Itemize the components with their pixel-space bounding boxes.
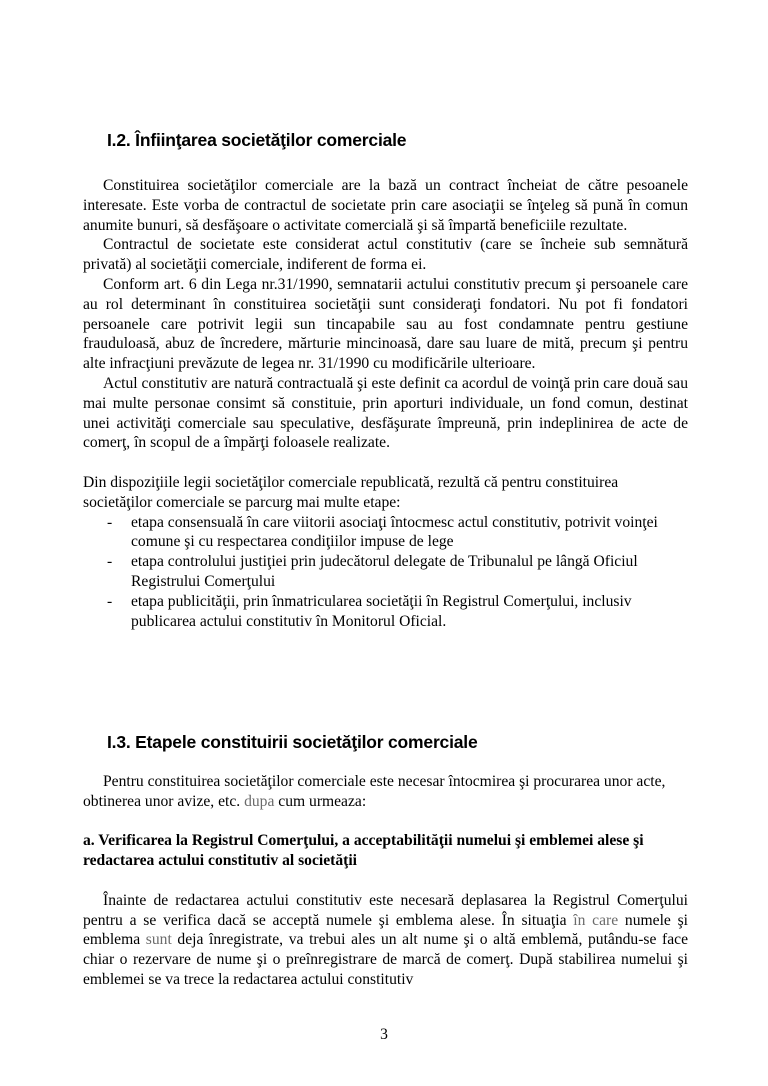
paragraph-actul-constitutiv: Actul constitutiv are natură contractuală şi este definit ca acordul de voinţă prin care două sau mai multe personae consimt să constituie, prin aporturi individuale, un fond comun, destinat unei activităţi comerciale sau speculative, desfăşurate împreună, prin indeplinirea de acte de comerţ, în scopul de a împărţi foloasele realizate.: [83, 374, 688, 452]
section-heading-1-2: I.2. Înfiinţarea societăţilor comerciale: [107, 130, 407, 150]
section-1-3-body: [83, 772, 688, 990]
paragraph-stages-intro: Din dispoziţiile legii societăţilor comerciale republicată, rezultă că pentru constituirea societăţilor comerciale se parcurg mai multe etape:: [83, 473, 619, 511]
paragraph-constituirea: Constituirea societăţilor comerciale are la bază un contract încheiat de către pesoanele interesate. Este vorba de contractul de societate prin care asociaţii se înţeleg să pună în comun anumite bunuri, să desfăşoare o activitate comercială şi să împartă beneficiile rezultate.: [83, 177, 688, 234]
page-number: 3: [380, 1026, 388, 1043]
list-dash-marker: -: [107, 553, 113, 571]
paragraph-inainte-de-redactarea: Înainte de redactarea actului constitutiv este necesară deplasarea la Registrul Comerţului pentru a se verifica dacă se acceptă numele şi emblema alese. În situaţia în care numele şi emblema sunt deja înregistrate, va trebui ales un alt nume şi o altă emblemă, putându-se face chiar o rezervare de nume şi o preînregistrare de marcă de comerţ. După stabilirea numelui şi emblemei se va trece la redactarea actului constitutiv: [83, 891, 689, 988]
paragraph-pentru-constituirea: Pentru constituirea societăţilor comerciale este necesar întocmirea şi procurarea unor acte, obtinerea unor avize, etc. dupa cum urmeaza:: [83, 773, 666, 810]
list-item: - etapa consensuală în care viitorii asociaţi întocmesc actul constitutiv, potrivit voinţei comune şi cu respectarea condiţiilor impuse de lege: [107, 513, 658, 551]
list-item: - etapa publicităţii, prin înmatricularea societăţii în Registrul Comerţului, inclusiv publicarea actului constitutiv în Monitorul Oficial.: [107, 592, 632, 630]
paragraph-contractul: Contractul de societate este considerat actul constitutiv (care se încheie sub semnătură privată) al societăţii comerciale, indiferent de forma ei.: [83, 236, 688, 274]
paragraph-conform-art-6: Conform art. 6 din Lega nr.31/1990, semnatarii actului constitutiv precum şi persoanele care au rol determinant în constituirea societăţii sunt consideraţi fondatori. Nu pot fi fondatori persoanele care potrivit legii sun tincapabile sau au fost condamnate pentru gestiune frauduloasă, abuz de încredere, mărturie mincinoasă, dare sau luare de mită, precum şi pentru alte infracţiuni prevăzute de legea nr. 31/1990 cu modificările ulterioare.: [83, 275, 688, 373]
section-1-2-body: [83, 176, 688, 631]
list-item: - etapa controlului justiţiei prin judecătorul delegate de Tribunalul pe lângă Oficiul Registrului Comerţului: [107, 553, 638, 590]
stages-list: [83, 513, 688, 632]
subheading-verificarea: a. Verificarea la Registrul Comerţului, a acceptabilităţii numelui şi emblemei alese şi redactarea actului constitutiv al societăţii: [83, 832, 644, 870]
list-dash-marker: -: [107, 513, 113, 531]
list-dash-marker: -: [107, 592, 113, 610]
section-heading-1-3: I.3. Etapele constituirii societăţilor comerciale: [107, 732, 478, 752]
